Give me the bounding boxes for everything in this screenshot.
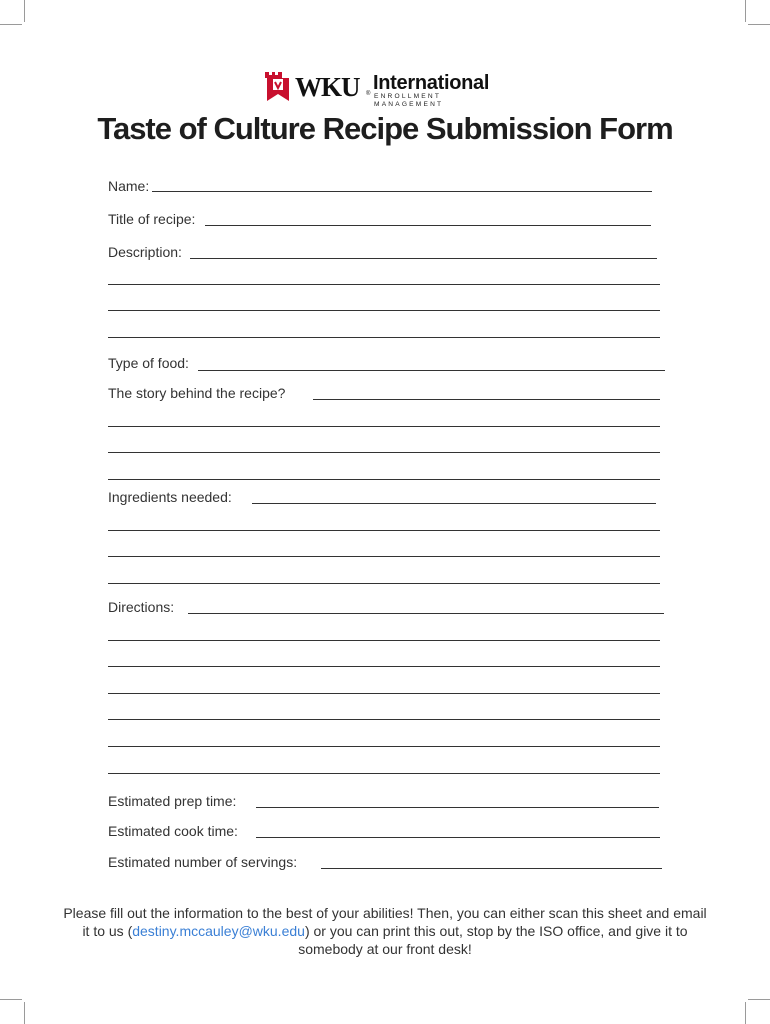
food-type-label: Type of food:	[108, 355, 189, 371]
wku-shield-icon	[263, 70, 293, 103]
crop-mark	[0, 24, 22, 25]
ingredients-line[interactable]	[108, 583, 660, 584]
story-line[interactable]	[108, 426, 660, 427]
directions-label: Directions:	[108, 599, 175, 615]
description-label: Description:	[108, 244, 182, 260]
directions-line[interactable]	[108, 666, 660, 667]
crop-mark	[748, 24, 770, 25]
ingredients-field[interactable]	[252, 503, 656, 504]
directions-line[interactable]	[108, 746, 660, 747]
form-title: Taste of Culture Recipe Submission Form	[97, 111, 673, 146]
directions-line[interactable]	[108, 693, 660, 694]
contact-email-link[interactable]: destiny.mccauley@wku.edu	[132, 923, 305, 939]
servings-field[interactable]	[321, 868, 662, 869]
description-field[interactable]	[190, 258, 657, 259]
directions-line[interactable]	[108, 719, 660, 720]
prep-time-field[interactable]	[256, 807, 659, 808]
name-field[interactable]	[152, 191, 652, 192]
story-label: The story behind the recipe?	[108, 385, 286, 401]
wku-international-logo	[263, 70, 513, 106]
story-line[interactable]	[108, 479, 660, 480]
logo-subtitle: ENROLLMENT MANAGEMENT	[374, 93, 444, 108]
crop-mark	[745, 1002, 746, 1024]
description-line[interactable]	[108, 337, 660, 338]
ingredients-line[interactable]	[108, 530, 660, 531]
crop-mark	[748, 999, 770, 1000]
story-field[interactable]	[313, 399, 660, 400]
recipe-title-field[interactable]	[205, 225, 651, 226]
instructions-text-start: Please fill out the information to the best of your abilities! Then, you can either scan this sheet and email it to us (	[63, 905, 707, 939]
ingredients-line[interactable]	[108, 556, 660, 557]
story-line[interactable]	[108, 452, 660, 453]
directions-line[interactable]	[108, 773, 660, 774]
directions-field[interactable]	[188, 613, 664, 614]
crop-mark	[745, 0, 746, 22]
crop-mark	[24, 0, 25, 22]
instructions-text-end: ) or you can print this out, stop by the ISO office, and give it to somebody at our front desk!	[298, 923, 688, 957]
logo-name: International	[373, 72, 490, 94]
logo-brand: WKU	[295, 72, 360, 102]
name-label: Name:	[108, 178, 150, 194]
crop-mark	[0, 999, 22, 1000]
prep-time-label: Estimated prep time:	[108, 793, 237, 809]
recipe-title-label: Title of recipe:	[108, 211, 196, 227]
description-line[interactable]	[108, 284, 660, 285]
servings-label: Estimated number of servings:	[108, 854, 298, 870]
description-line[interactable]	[108, 310, 660, 311]
crop-mark	[24, 1002, 25, 1024]
registered-mark: ®	[366, 91, 371, 97]
ingredients-label: Ingredients needed:	[108, 489, 232, 505]
food-type-field[interactable]	[198, 370, 665, 371]
instructions-text	[60, 904, 710, 958]
cook-time-field[interactable]	[256, 837, 660, 838]
directions-line[interactable]	[108, 640, 660, 641]
cook-time-label: Estimated cook time:	[108, 823, 238, 839]
